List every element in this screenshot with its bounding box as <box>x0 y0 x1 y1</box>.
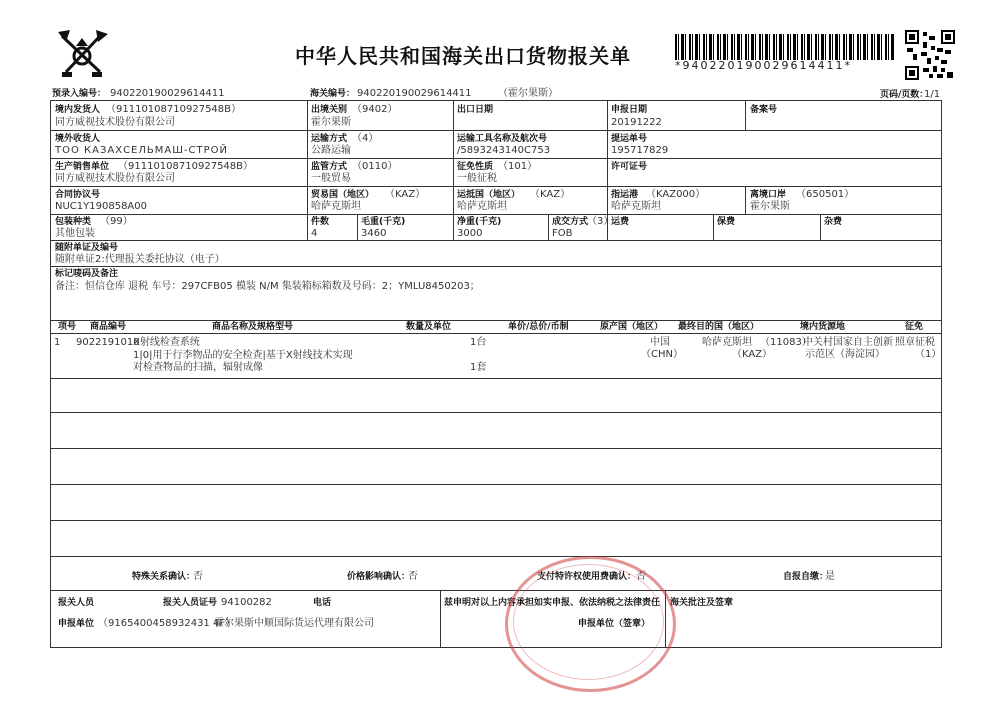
dest-country-code: （KAZ） <box>530 189 571 200</box>
pre-entry-label: 预录入编号： <box>52 89 107 99</box>
document-title: 中华人民共和国海关出口货物报关单 <box>295 44 631 68</box>
legal-statement: 兹申明对以上内容承担如实申报、依法纳税之法律责任 <box>444 598 661 608</box>
port-code: （KAZ000） <box>646 189 706 200</box>
col-origin: 原产国（地区） <box>600 322 664 332</box>
customs-emblem-icon <box>52 28 112 80</box>
exit-port-label: 离境口岸 <box>750 190 787 200</box>
self-pay-value: 是 <box>825 571 835 582</box>
exit-customs-label: 出境关别 <box>311 105 348 115</box>
package-code: （99） <box>100 216 133 227</box>
declarer-label: 报关人员 <box>58 598 95 608</box>
gross-weight-label: 毛重(千克) <box>361 217 406 227</box>
item-source-line2: 示范区（海淀园） <box>805 349 885 360</box>
price-effect-label: 价格影响确认： <box>347 572 411 582</box>
package-name: 其他包装 <box>55 228 95 239</box>
exit-port-name: 霍尔果斯 <box>750 201 790 212</box>
declaring-unit-code: （9165400458932431 4F） <box>98 618 236 629</box>
customs-approval-label: 海关批注及签章 <box>670 598 734 608</box>
pieces-label: 件数 <box>311 217 330 227</box>
item-qty2: 1套 <box>470 362 487 373</box>
item-levy-line1: 照章征税 <box>895 337 935 348</box>
deal-mode-label: 成交方式 <box>552 217 589 227</box>
customs-no-value: 940220190029614411 <box>357 88 472 99</box>
supervision-name: 一般贸易 <box>311 173 351 184</box>
producer-label: 生产销售单位 <box>55 162 110 172</box>
license-label: 许可证号 <box>611 162 648 172</box>
col-code: 商品编号 <box>90 322 127 332</box>
producer-name: 同方威视技术股份有限公司 <box>55 173 175 184</box>
special-relation-label: 特殊关系确认： <box>132 572 196 582</box>
exit-port-code: （650501） <box>796 189 855 200</box>
col-final-dest: 最终目的国（地区） <box>678 322 760 332</box>
item-origin-name: 中国 <box>650 337 670 348</box>
transport-mode-name: 公路运输 <box>311 145 351 156</box>
dest-country-name: 哈萨克斯坦 <box>457 201 507 212</box>
levy-nature-name: 一般征税 <box>457 173 497 184</box>
item-source-code: （11083） <box>760 337 812 348</box>
freight-label: 运费 <box>611 217 630 227</box>
deal-mode-name: FOB <box>552 228 573 239</box>
bill-value: 195717829 <box>611 145 669 156</box>
package-label: 包装种类 <box>55 217 92 227</box>
domestic-shipper-code: （91110108710927548B） <box>106 104 242 115</box>
item-name-line3: 对检查物品的扫描，辐射成像 <box>133 362 263 373</box>
export-date-label: 出口日期 <box>457 105 494 115</box>
foreign-consignee-name: ТОО КАЗАХСЕЛЬМАШ-СТРОЙ <box>55 145 228 156</box>
deal-mode-code: （3） <box>587 216 614 227</box>
item-name-line2: 1|0|用于行李物品的安全检查|基于X射线技术实现 <box>133 350 353 361</box>
item-dest-name: 哈萨克斯坦 <box>702 337 752 348</box>
contract-value: NUC1Y190858A00 <box>55 201 147 212</box>
misc-fee-label: 杂费 <box>824 217 843 227</box>
barcode-image <box>675 34 895 60</box>
declaring-unit-label: 申报单位 <box>58 619 95 629</box>
qr-code-icon <box>905 30 955 80</box>
gross-weight-value: 3460 <box>361 228 387 239</box>
declaring-unit-seal-label: 申报单位（签章） <box>578 619 651 629</box>
barcode-text: *940220190029614411* <box>675 59 852 72</box>
trade-country-code: （KAZ） <box>385 189 426 200</box>
customs-no-label: 海关编号： <box>310 89 356 99</box>
domestic-shipper-label: 境内发货人 <box>55 105 101 115</box>
supervision-code: （0110） <box>352 161 398 172</box>
levy-nature-label: 征免性质 <box>457 162 494 172</box>
foreign-consignee-label: 境外收货人 <box>55 134 101 144</box>
item-source-line1: 中关村国家自主创新 <box>803 337 893 348</box>
col-levy: 征免 <box>905 322 924 332</box>
col-item-no: 项号 <box>58 322 77 332</box>
domestic-shipper-name: 同方威视技术股份有限公司 <box>55 117 175 128</box>
bill-label: 提运单号 <box>611 134 648 144</box>
vehicle-value: /5893243140C753 <box>457 145 551 156</box>
marks-value: 备注：恒信仓库 退税 车号：297CFB05 模装 N/M 集装箱标箱数及号码：2；YMLU8450203； <box>55 281 480 292</box>
declarer-cert-label: 报关人员证号 <box>163 598 218 608</box>
exit-customs-name: 霍尔果斯 <box>311 117 351 128</box>
phone-label: 电话 <box>313 598 332 608</box>
insurance-label: 保费 <box>717 217 736 227</box>
vehicle-label: 运输工具名称及航次号 <box>457 134 548 144</box>
self-pay-label: 自报自缴： <box>783 572 829 582</box>
item-origin-code: （CHN） <box>641 349 683 360</box>
contract-label: 合同协议号 <box>55 190 101 200</box>
port-label: 指运港 <box>611 190 639 200</box>
trade-country-label: 贸易国（地区） <box>311 190 375 200</box>
transport-mode-label: 运输方式 <box>311 134 348 144</box>
page-value: 1/1 <box>924 89 941 100</box>
customs-port-note: （霍尔果斯） <box>498 88 558 99</box>
dest-country-label: 运抵国（地区） <box>457 190 521 200</box>
record-no-label: 备案号 <box>750 105 778 115</box>
declaring-unit-name: 霍尔果斯中顺国际货运代理有限公司 <box>214 618 374 629</box>
producer-code: （91110108710927548B） <box>118 161 254 172</box>
net-weight-value: 3000 <box>457 228 483 239</box>
docs-value: 随附单证2:代理报关委托协议（电子） <box>55 254 225 265</box>
supervision-label: 监管方式 <box>311 162 348 172</box>
col-qty: 数量及单位 <box>406 322 452 332</box>
item-dest-code: （KAZ） <box>732 349 773 360</box>
declarer-cert-value: 94100282 <box>221 597 272 608</box>
declare-date-label: 申报日期 <box>611 105 648 115</box>
royalty-value: 否 <box>636 571 646 582</box>
transport-mode-code: （4） <box>352 133 379 144</box>
declare-date-value: 20191222 <box>611 117 662 128</box>
item-qty1: 1台 <box>470 337 487 348</box>
trade-country-name: 哈萨克斯坦 <box>311 201 361 212</box>
pieces-value: 4 <box>311 228 318 239</box>
docs-label: 随附单证及编号 <box>55 243 119 253</box>
item-no: 1 <box>54 337 61 348</box>
pre-entry-value: 940220190029614411 <box>110 88 225 99</box>
item-code: 9022191010 <box>76 337 140 348</box>
page-label: 页码/页数： <box>880 90 929 100</box>
net-weight-label: 净重(千克) <box>457 217 502 227</box>
col-name: 商品名称及规格型号 <box>212 322 294 332</box>
port-name: 哈萨克斯坦 <box>611 201 661 212</box>
royalty-label: 支付特许权使用费确认： <box>537 572 637 582</box>
exit-customs-code: （9402） <box>352 104 398 115</box>
item-name-line1: X射线检查系统 <box>133 337 200 348</box>
item-levy-line2: （1） <box>915 349 942 360</box>
special-relation-value: 否 <box>193 571 203 582</box>
company-seal-inner-ring <box>513 564 664 680</box>
col-price: 单价/总价/币制 <box>508 322 569 332</box>
levy-nature-code: （101） <box>498 161 538 172</box>
price-effect-value: 否 <box>408 571 418 582</box>
col-source: 境内货源地 <box>800 322 846 332</box>
marks-label: 标记唛码及备注 <box>55 269 119 279</box>
